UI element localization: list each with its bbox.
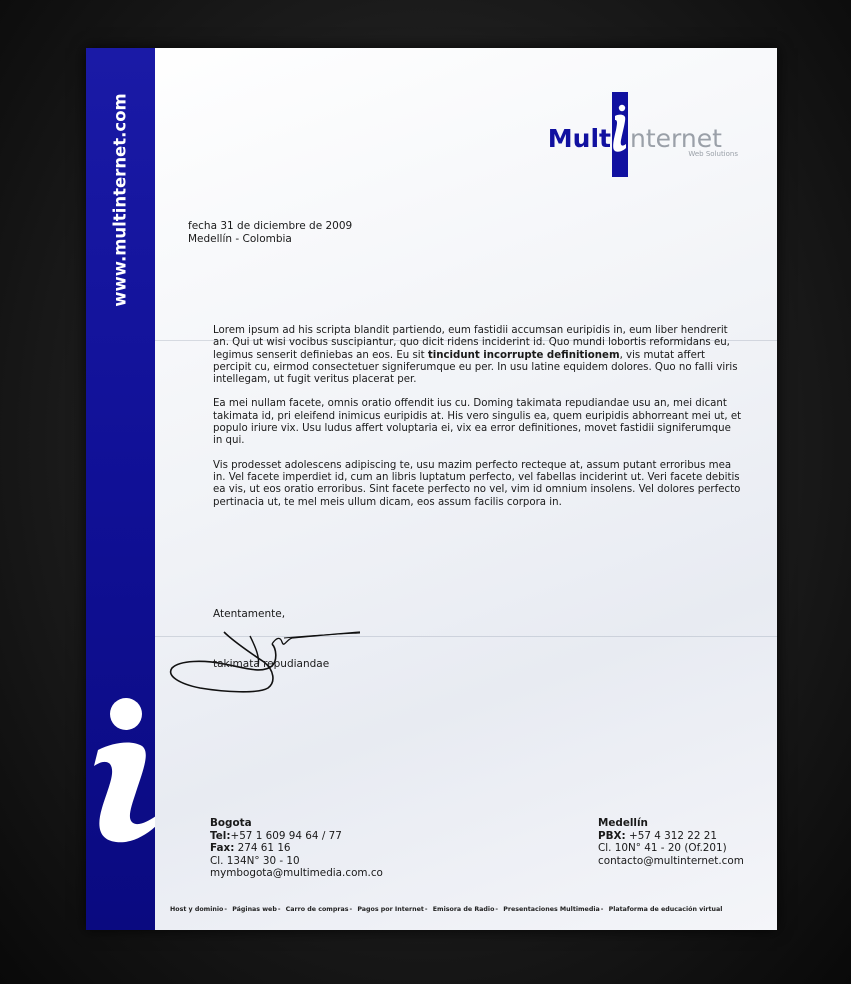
service-item: Host y dominio [170, 906, 224, 913]
multinternet-logo [546, 92, 746, 182]
office-bogota-email: mymbogota@multimedia.com.co [210, 867, 383, 880]
office-bogota-city: Bogota [210, 817, 252, 829]
service-item: Carro de compras [285, 906, 349, 913]
office-medellin [598, 817, 744, 867]
emphasis-text: tincidunt incorrupte definitionem [427, 349, 620, 361]
office-bogota-address: Cl. 134N° 30 - 10 [210, 854, 300, 867]
service-item: Pagos por Internet [357, 906, 424, 913]
place-line: Medellín - Colombia [188, 233, 292, 245]
logo-text-left: Mult [547, 124, 611, 153]
office-medellin-pbx: PBX: +57 4 312 22 21 [598, 829, 718, 842]
sidebar-website-url: www.multinternet.com [110, 93, 130, 307]
office-bogota-fax: Fax: 274 61 16 [210, 842, 291, 855]
office-medellin-address: Cl. 10N° 41 - 20 (Of.201) [598, 842, 727, 855]
service-item: Plataforma de educación virtual [608, 906, 723, 913]
date-and-place [188, 220, 352, 246]
info-i-icon [86, 692, 155, 852]
services-footer: Host y dominio- Páginas web- Carro de compras- Pagos por Internet- Emisora de Radio- Presentaciones Multimedia- Plataforma de educación virtual [170, 906, 723, 913]
service-item: Páginas web [232, 906, 277, 913]
office-medellin-city: Medellín [598, 817, 648, 829]
service-item: Presentaciones Multimedia [503, 906, 600, 913]
brand-sidebar [86, 48, 155, 930]
letter-body [213, 325, 743, 521]
office-bogota-tel: Tel:+57 1 609 94 64 / 77 [210, 829, 342, 842]
office-medellin-email: contacto@multinternet.com [598, 854, 744, 867]
signer-name: takimata repudiandae [213, 658, 330, 670]
date-line: fecha 31 de diciembre de 2009 [188, 220, 353, 232]
office-bogota [210, 817, 383, 880]
logo-tagline: Web Solutions [688, 150, 738, 158]
paragraph-2: Ea mei nullam facete, omnis oratio offendit ius cu. Doming takimata repudiandae usu an, mei dicant takimata id, pri eleifend inimicus euripidis at. His vero singulis ea, quem euripidis abhorreant mei ut, et populo iriure vix. Usu ludus affert voluptaria ei, vix ea error definitiones, movet fastidii signiferumque in qui. [213, 398, 742, 447]
service-item: Emisora de Radio [432, 906, 495, 913]
letterhead-page [86, 48, 777, 930]
paragraph-3: Vis prodesset adolescens adipiscing te, usu mazim perfecto recteque at, assum putant erroribus mea in. Vel facete imperdiet id, cum an libris luptatum perfecto, vel fabellas inciderint ut. Veri facete debitis ea vis, ut eos oratio erroribus. Sint facete perfecto no vel, vim id omnium insolens. Vel dolores perfecto pertinacia ut, te mel meis ullum dicam, eos assum facilis corpora in. [213, 459, 741, 508]
closing-salutation: Atentamente, [213, 608, 286, 620]
paragraph-1: Lorem ipsum ad his scripta blandit partiendo, eum fastidii accumsan euripidis in, eum liber hendrerit an. Qui ut wisi vocibus suscipiantur, quo dicit ridens inciderint id. Quo mundi lobortis reformidans eu, legimus senserit definiebas an eos. Eu sit tincidunt incorrupte definitionem, vis mutat affert percipit cu, eirmod consectetuer signiferumque eu per. In usu latine equidem dolores. Quo no falli viris intellegam, ut fugit veritus placerat per. [213, 325, 738, 386]
logo-text-right: nternet [630, 124, 722, 153]
